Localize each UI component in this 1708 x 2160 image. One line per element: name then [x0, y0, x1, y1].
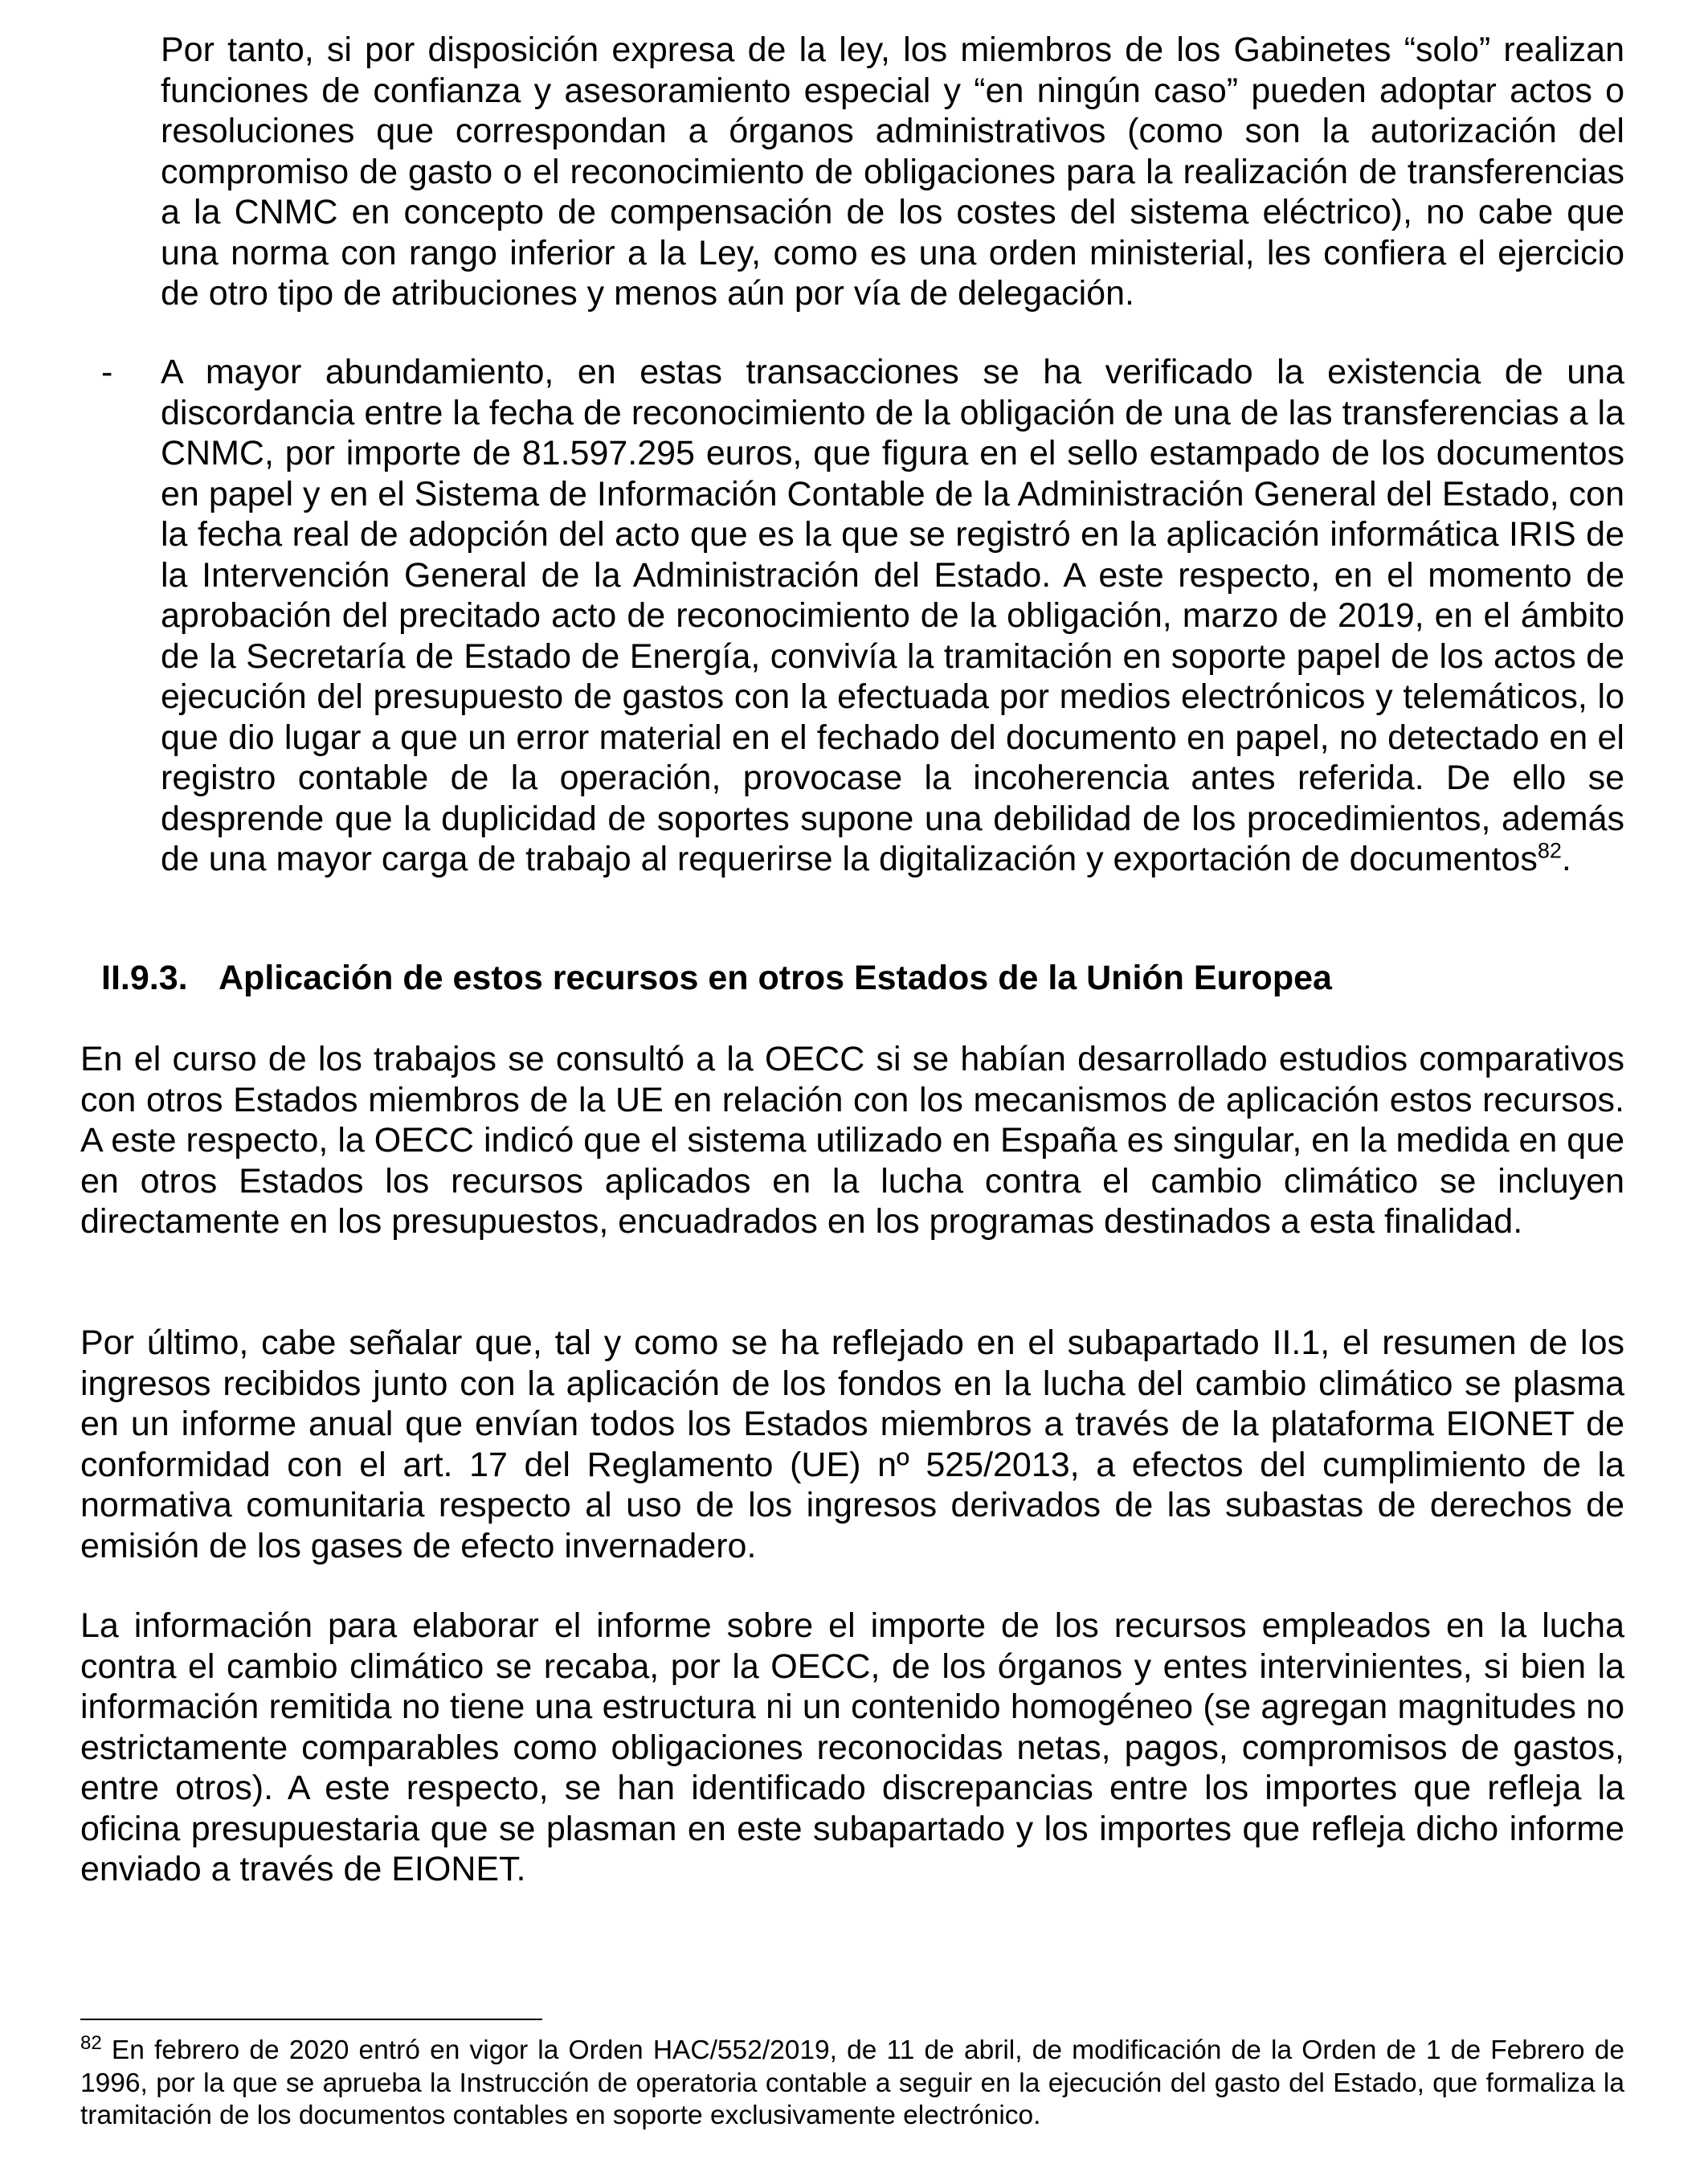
section-heading-title: Aplicación de estos recursos en otros Estados de la Unión Europea	[219, 959, 1332, 997]
footnote-82	[80, 2031, 1624, 2133]
paragraph-discrepancias: La información para elaborar el informe sobre el importe de los recursos empleados en la lucha contra el cambio climático se recaba, por la OECC, de los órganos y entes intervinientes, si bien la información remitida no tiene una estructura ni un contenido homogéneo (se agregan magnitudes no estrictamente comparables como obligaciones reconocidas netas, pagos, compromisos de gastos, entre otros). A este respecto, se han identificado discrepancias entre los importes que refleja la oficina presupuestaria que se plasman en este subapartado y los importes que refleja dicho informe enviado a través de EIONET.	[80, 1606, 1624, 1888]
paragraph-discordancia-end: .	[1561, 840, 1571, 878]
paragraph-discordancia-text: A mayor abundamiento, en estas transacciones se ha verificado la existencia de una discordancia entre la fecha de reconocimiento de la obligación de una de las transferencias a la CNMC, por importe de 81.597.295 euros, que figura en el sello estampado de los documentos en papel y en el Sistema de Información Contable de la Administración General del Estado, con la fecha real de adopción del acto que es la que se registró en la aplicación informática IRIS de la Intervención General de la Administración del Estado. A este respecto, en el momento de aprobación del precitado acto de reconocimiento de la obligación, marzo de 2019, en el ámbito de la Secretaría de Estado de Energía, convivía la tramitación en soporte papel de los actos de ejecución del presupuesto de gastos con la efectuada por medios electrónicos y telemáticos, lo que dio lugar a que un error material en el fechado del documento en papel, no detectado en el registro contable de la operación, provocase la incoherencia antes referida. De ello se desprende que la duplicidad de soportes supone una debilidad de los procedimientos, además de una mayor carga de trabajo al requerirse la digitalización y exportación de documentos	[161, 353, 1624, 878]
footnote-text: En febrero de 2020 entró en vigor la Orden HAC/552/2019, de 11 de abril, de modificación de la Orden de 1 de Febrero de 1996, por la que se aprueba la Instrucción de operatoria contable a seguir en la ejecución del gasto del Estado, que formaliza la tramitación de los documentos contables en soporte exclusivamente electrónico.	[80, 2035, 1624, 2130]
footnote-separator	[80, 2019, 542, 2020]
footnote-number: 82	[80, 2031, 102, 2054]
paragraph-gabinetes: Por tanto, si por disposición expresa de la ley, los miembros de los Gabinetes “solo” realizan funciones de confianza y asesoramiento especial y “en ningún caso” pueden adoptar actos o resoluciones que correspondan a órganos administrativos (como son la autorización del compromiso de gasto o el reconocimiento de obligaciones para la realización de transferencias a la CNMC en concepto de compensación de los costes del sistema eléctrico), no cabe que una norma con rango inferior a la Ley, como es una orden ministerial, les confiera el ejercicio de otro tipo de atribuciones y menos aún por vía de delegación.	[161, 31, 1624, 313]
section-heading-number: II.9.3.	[101, 959, 188, 997]
paragraph-discordancia	[161, 352, 1624, 880]
footnote-reference-82[interactable]: 82	[1537, 838, 1562, 863]
paragraph-informe-anual: Por último, cabe señalar que, tal y como se ha reflejado en el subapartado II.1, el resumen de los ingresos recibidos junto con la aplicación de los fondos en la lucha del cambio climático se plasma en un informe anual que envían todos los Estados miembros a través de la plataforma EIONET de conformidad con el art. 17 del Reglamento (UE) nº 525/2013, a efectos del cumplimiento de la normativa comunitaria respecto al uso de los ingresos derivados de las subastas de derechos de emisión de los gases de efecto invernadero.	[80, 1323, 1624, 1565]
bullet-dash: -	[101, 353, 113, 391]
paragraph-estudios-comparativos: En el curso de los trabajos se consultó a la OECC si se habían desarrollado estudios comparativos con otros Estados miembros de la UE en relación con los mecanismos de aplicación estos recursos. A este respecto, la OECC indicó que el sistema utilizado en España es singular, en la medida en que en otros Estados los recursos aplicados en la lucha contra el cambio climático se incluyen directamente en los presupuestos, encuadrados en los programas destinados a esta finalidad.	[80, 1040, 1624, 1241]
section-heading	[101, 958, 1332, 998]
